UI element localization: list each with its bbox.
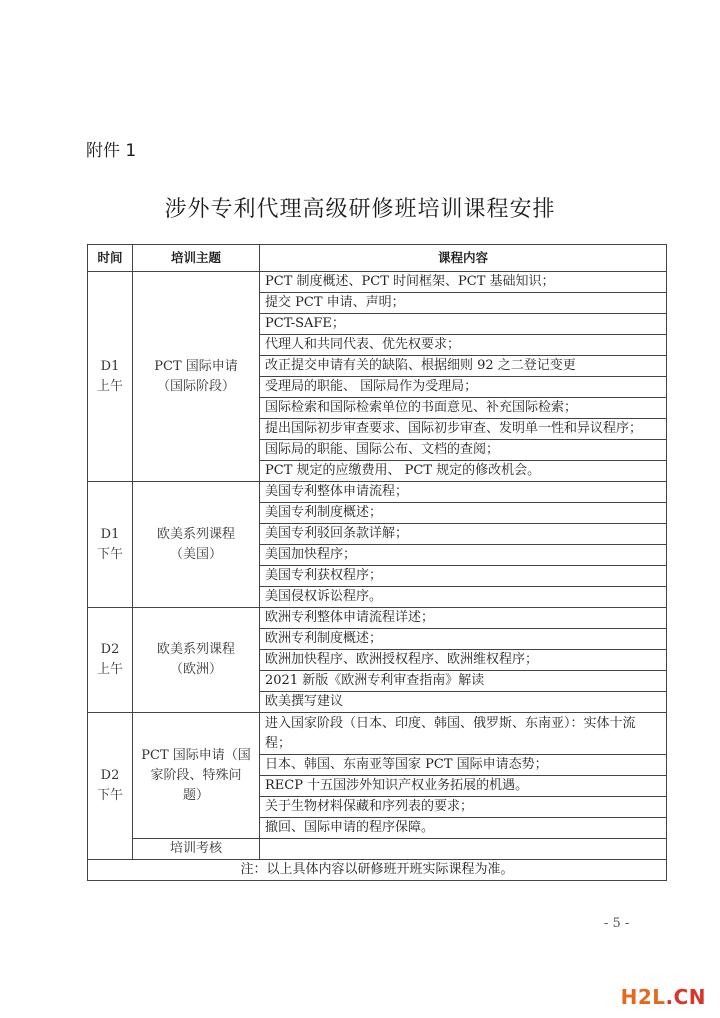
assessment-content-cell bbox=[260, 839, 667, 860]
session-time-text: D2 bbox=[100, 768, 120, 783]
training-topic-text: （美国） bbox=[169, 546, 222, 562]
course-content-cell: 美国专利获权程序； bbox=[260, 566, 667, 587]
course-content-cell: 美国专利驳回条款详解； bbox=[260, 524, 667, 545]
course-content-cell: 进入国家阶段（日本、印度、韩国、俄罗斯、东南亚）：实体十流程； bbox=[260, 713, 667, 755]
training-topic-text: 欧美系列课程 bbox=[156, 642, 235, 657]
header-topic: 培训主题 bbox=[133, 245, 260, 272]
table-note-row bbox=[88, 860, 667, 881]
session-time-text: D1 bbox=[100, 526, 120, 542]
table-row bbox=[88, 272, 667, 293]
course-content-cell: 2021 新版《欧洲专利审查指南》解读 bbox=[260, 671, 667, 692]
course-content-cell: 美国侵权诉讼程序。 bbox=[260, 587, 667, 608]
course-content-cell: PCT 制度概述、PCT 时间框架、PCT 基础知识； bbox=[260, 272, 667, 293]
training-topic-text: 欧美系列课程 bbox=[156, 526, 235, 542]
session-time-text: 上午 bbox=[96, 378, 123, 394]
attachment-label: 附件 1 bbox=[86, 141, 137, 161]
training-topic-cell bbox=[133, 608, 260, 713]
session-time-text: 上午 bbox=[96, 662, 123, 677]
course-content-cell: 美国专利制度概述； bbox=[260, 503, 667, 524]
session-time-cell bbox=[88, 272, 133, 482]
training-topic-text: PCT 国际申请（国 bbox=[141, 747, 251, 763]
course-content-cell: 受理局的职能、 国际局作为受理局； bbox=[260, 377, 667, 398]
course-content-cell: 代理人和共同代表、优先权要求； bbox=[260, 335, 667, 356]
course-content-cell: 改正提交申请有关的缺陷、根据细则 92 之二登记变更 bbox=[260, 356, 667, 377]
course-content-cell: RECP 十五国涉外知识产权业务拓展的机遇。 bbox=[260, 776, 667, 797]
course-content-cell: 日本、韩国、东南亚等国家 PCT 国际申请态势； bbox=[260, 755, 667, 776]
training-topic-text: （欧洲） bbox=[169, 662, 222, 677]
watermark-part-1: H2L bbox=[620, 985, 666, 1009]
course-content-cell: 欧洲专利整体申请流程详述； bbox=[260, 608, 667, 629]
session-time-text: 下午 bbox=[96, 788, 123, 803]
course-schedule-table bbox=[87, 244, 667, 881]
table-row bbox=[88, 608, 667, 629]
table-row bbox=[88, 713, 667, 755]
session-time-text: D1 bbox=[100, 358, 120, 374]
course-content-cell: 欧洲加快程序、欧洲授权程序、欧洲维权程序； bbox=[260, 650, 667, 671]
assessment-cell: 培训考核 bbox=[133, 839, 260, 860]
course-content-cell: 国际检索和国际检索单位的书面意见、补充国际检索； bbox=[260, 398, 667, 419]
course-content-cell: 欧美撰写建议 bbox=[260, 692, 667, 713]
table-note: 注：以上具体内容以研修班开班实际课程为准。 bbox=[88, 860, 667, 881]
course-content-cell: 美国加快程序； bbox=[260, 545, 667, 566]
table-header-row bbox=[88, 245, 667, 272]
site-watermark-logo bbox=[621, 985, 706, 1009]
header-time: 时间 bbox=[88, 245, 133, 272]
table-row bbox=[88, 839, 667, 860]
training-topic-cell bbox=[133, 272, 260, 482]
course-content-cell: 提出国际初步审查要求、国际初步审查、发明单一性和异议程序； bbox=[260, 419, 667, 440]
course-content-cell: 撤回、国际申请的程序保障。 bbox=[260, 818, 667, 839]
session-time-cell bbox=[88, 713, 133, 860]
course-content-cell: 美国专利整体申请流程； bbox=[260, 482, 667, 503]
training-topic-cell bbox=[133, 713, 260, 839]
course-content-cell: 欧洲专利制度概述； bbox=[260, 629, 667, 650]
course-content-cell: PCT-SAFE； bbox=[260, 314, 667, 335]
session-time-text: D2 bbox=[100, 642, 120, 657]
training-topic-text: （国际阶段） bbox=[156, 378, 235, 394]
table-row bbox=[88, 482, 667, 503]
course-content-cell: 关于生物材料保藏和序列表的要求； bbox=[260, 797, 667, 818]
training-topic-cell bbox=[133, 482, 260, 608]
table-body bbox=[88, 272, 667, 881]
training-topic-text: 题） bbox=[182, 787, 209, 803]
training-topic-text: PCT 国际申请 bbox=[154, 358, 238, 374]
session-time-text: 下午 bbox=[96, 546, 123, 562]
watermark-part-2: .CN bbox=[665, 985, 706, 1009]
session-time-cell bbox=[88, 482, 133, 608]
document-title: 涉外专利代理高级研修班培训课程安排 bbox=[164, 197, 556, 222]
course-content-cell: 提交 PCT 申请、声明； bbox=[260, 293, 667, 314]
session-time-cell bbox=[88, 608, 133, 713]
training-topic-text: 家阶段、特殊问 bbox=[150, 767, 242, 783]
page-number: - 5 - bbox=[604, 916, 630, 931]
course-content-cell: 国际局的职能、国际公布、文档的查阅； bbox=[260, 440, 667, 461]
course-content-cell: PCT 规定的应缴费用、 PCT 规定的修改机会。 bbox=[260, 461, 667, 482]
header-content: 课程内容 bbox=[260, 245, 667, 272]
